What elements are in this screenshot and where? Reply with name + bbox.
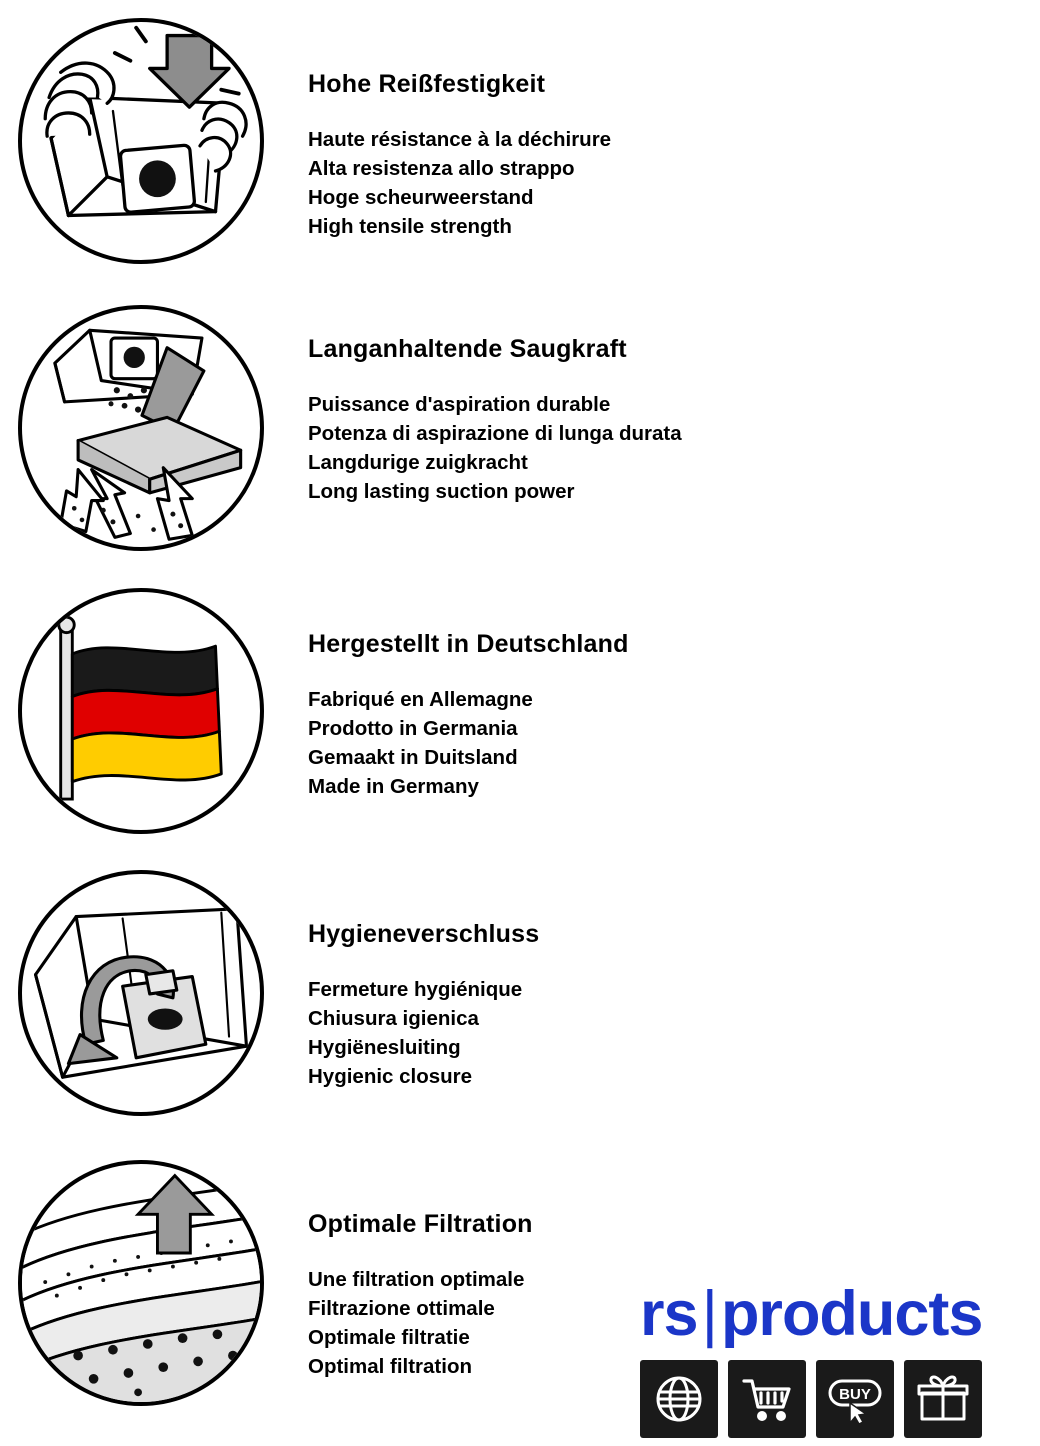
logo-separator: | (701, 1279, 717, 1349)
feature-row (0, 588, 1040, 838)
gift-box-icon (904, 1360, 982, 1438)
brand-logo (640, 1279, 1030, 1438)
logo-icon-row (640, 1360, 1030, 1438)
logo-text-right: products (720, 1279, 983, 1349)
german-flag-icon (18, 588, 264, 834)
logo-wordmark (640, 1279, 1030, 1349)
hygienic-closure-icon (18, 870, 264, 1116)
feature-line: Made in Germany (308, 775, 479, 799)
feature-line: Long lasting suction power (308, 480, 575, 504)
feature-line: Optimale filtratie (308, 1326, 470, 1350)
feature-line: Optimal filtration (308, 1355, 472, 1379)
feature-text (260, 1160, 533, 1381)
svg-text:BUY: BUY (839, 1386, 871, 1403)
feature-line: Fermeture hygiénique (308, 978, 523, 1001)
icon-wrap (0, 1160, 260, 1410)
vacuum-nozzle-suction-icon (18, 305, 264, 551)
feature-line: Hygiënesluiting (308, 1036, 461, 1060)
feature-row (0, 18, 1040, 268)
feature-line: Filtrazione ottimale (308, 1297, 495, 1321)
icon-wrap (0, 588, 260, 838)
icon-wrap (0, 305, 260, 555)
logo-text-left: rs (640, 1279, 698, 1349)
feature-text (260, 305, 682, 506)
feature-line: Alta resistenza allo strappo (308, 157, 575, 181)
feature-line: Une filtration optimale (308, 1268, 525, 1291)
filtration-layers-icon (18, 1160, 264, 1406)
feature-title: Hergestellt in Deutschland (308, 630, 629, 658)
feature-line: Gemaakt in Duitsland (308, 746, 518, 770)
feature-title: Langanhaltende Saugkraft (308, 335, 627, 363)
feature-row (0, 870, 1040, 1120)
feature-title: Hohe Reißfestigkeit (308, 70, 546, 98)
feature-line: Langdurige zuigkracht (308, 451, 528, 475)
globe-icon (640, 1360, 718, 1438)
feature-line: Potenza di aspirazione di lunga durata (308, 422, 682, 446)
feature-title: Optimale Filtration (308, 1210, 533, 1238)
feature-line: High tensile strength (308, 215, 512, 239)
feature-line: Hygienic closure (308, 1065, 473, 1089)
feature-line: Prodotto in Germania (308, 717, 518, 741)
icon-wrap (0, 18, 260, 268)
shopping-cart-icon (728, 1360, 806, 1438)
feature-title: Hygieneverschluss (308, 920, 540, 948)
feature-line: Hoge scheurweerstand (308, 186, 534, 210)
feature-text (260, 588, 629, 801)
buy-button-icon (816, 1360, 894, 1438)
feature-line: Fabriqué en Allemagne (308, 688, 533, 711)
feature-line: Haute résistance à la déchirure (308, 128, 612, 151)
feature-text (260, 870, 539, 1091)
feature-row (0, 305, 1040, 555)
feature-text (260, 18, 611, 241)
feature-line: Chiusura igienica (308, 1007, 479, 1031)
vacuum-bag-tear-resistance-icon (18, 18, 264, 264)
feature-line: Puissance d'aspiration durable (308, 393, 611, 416)
icon-wrap (0, 870, 260, 1120)
